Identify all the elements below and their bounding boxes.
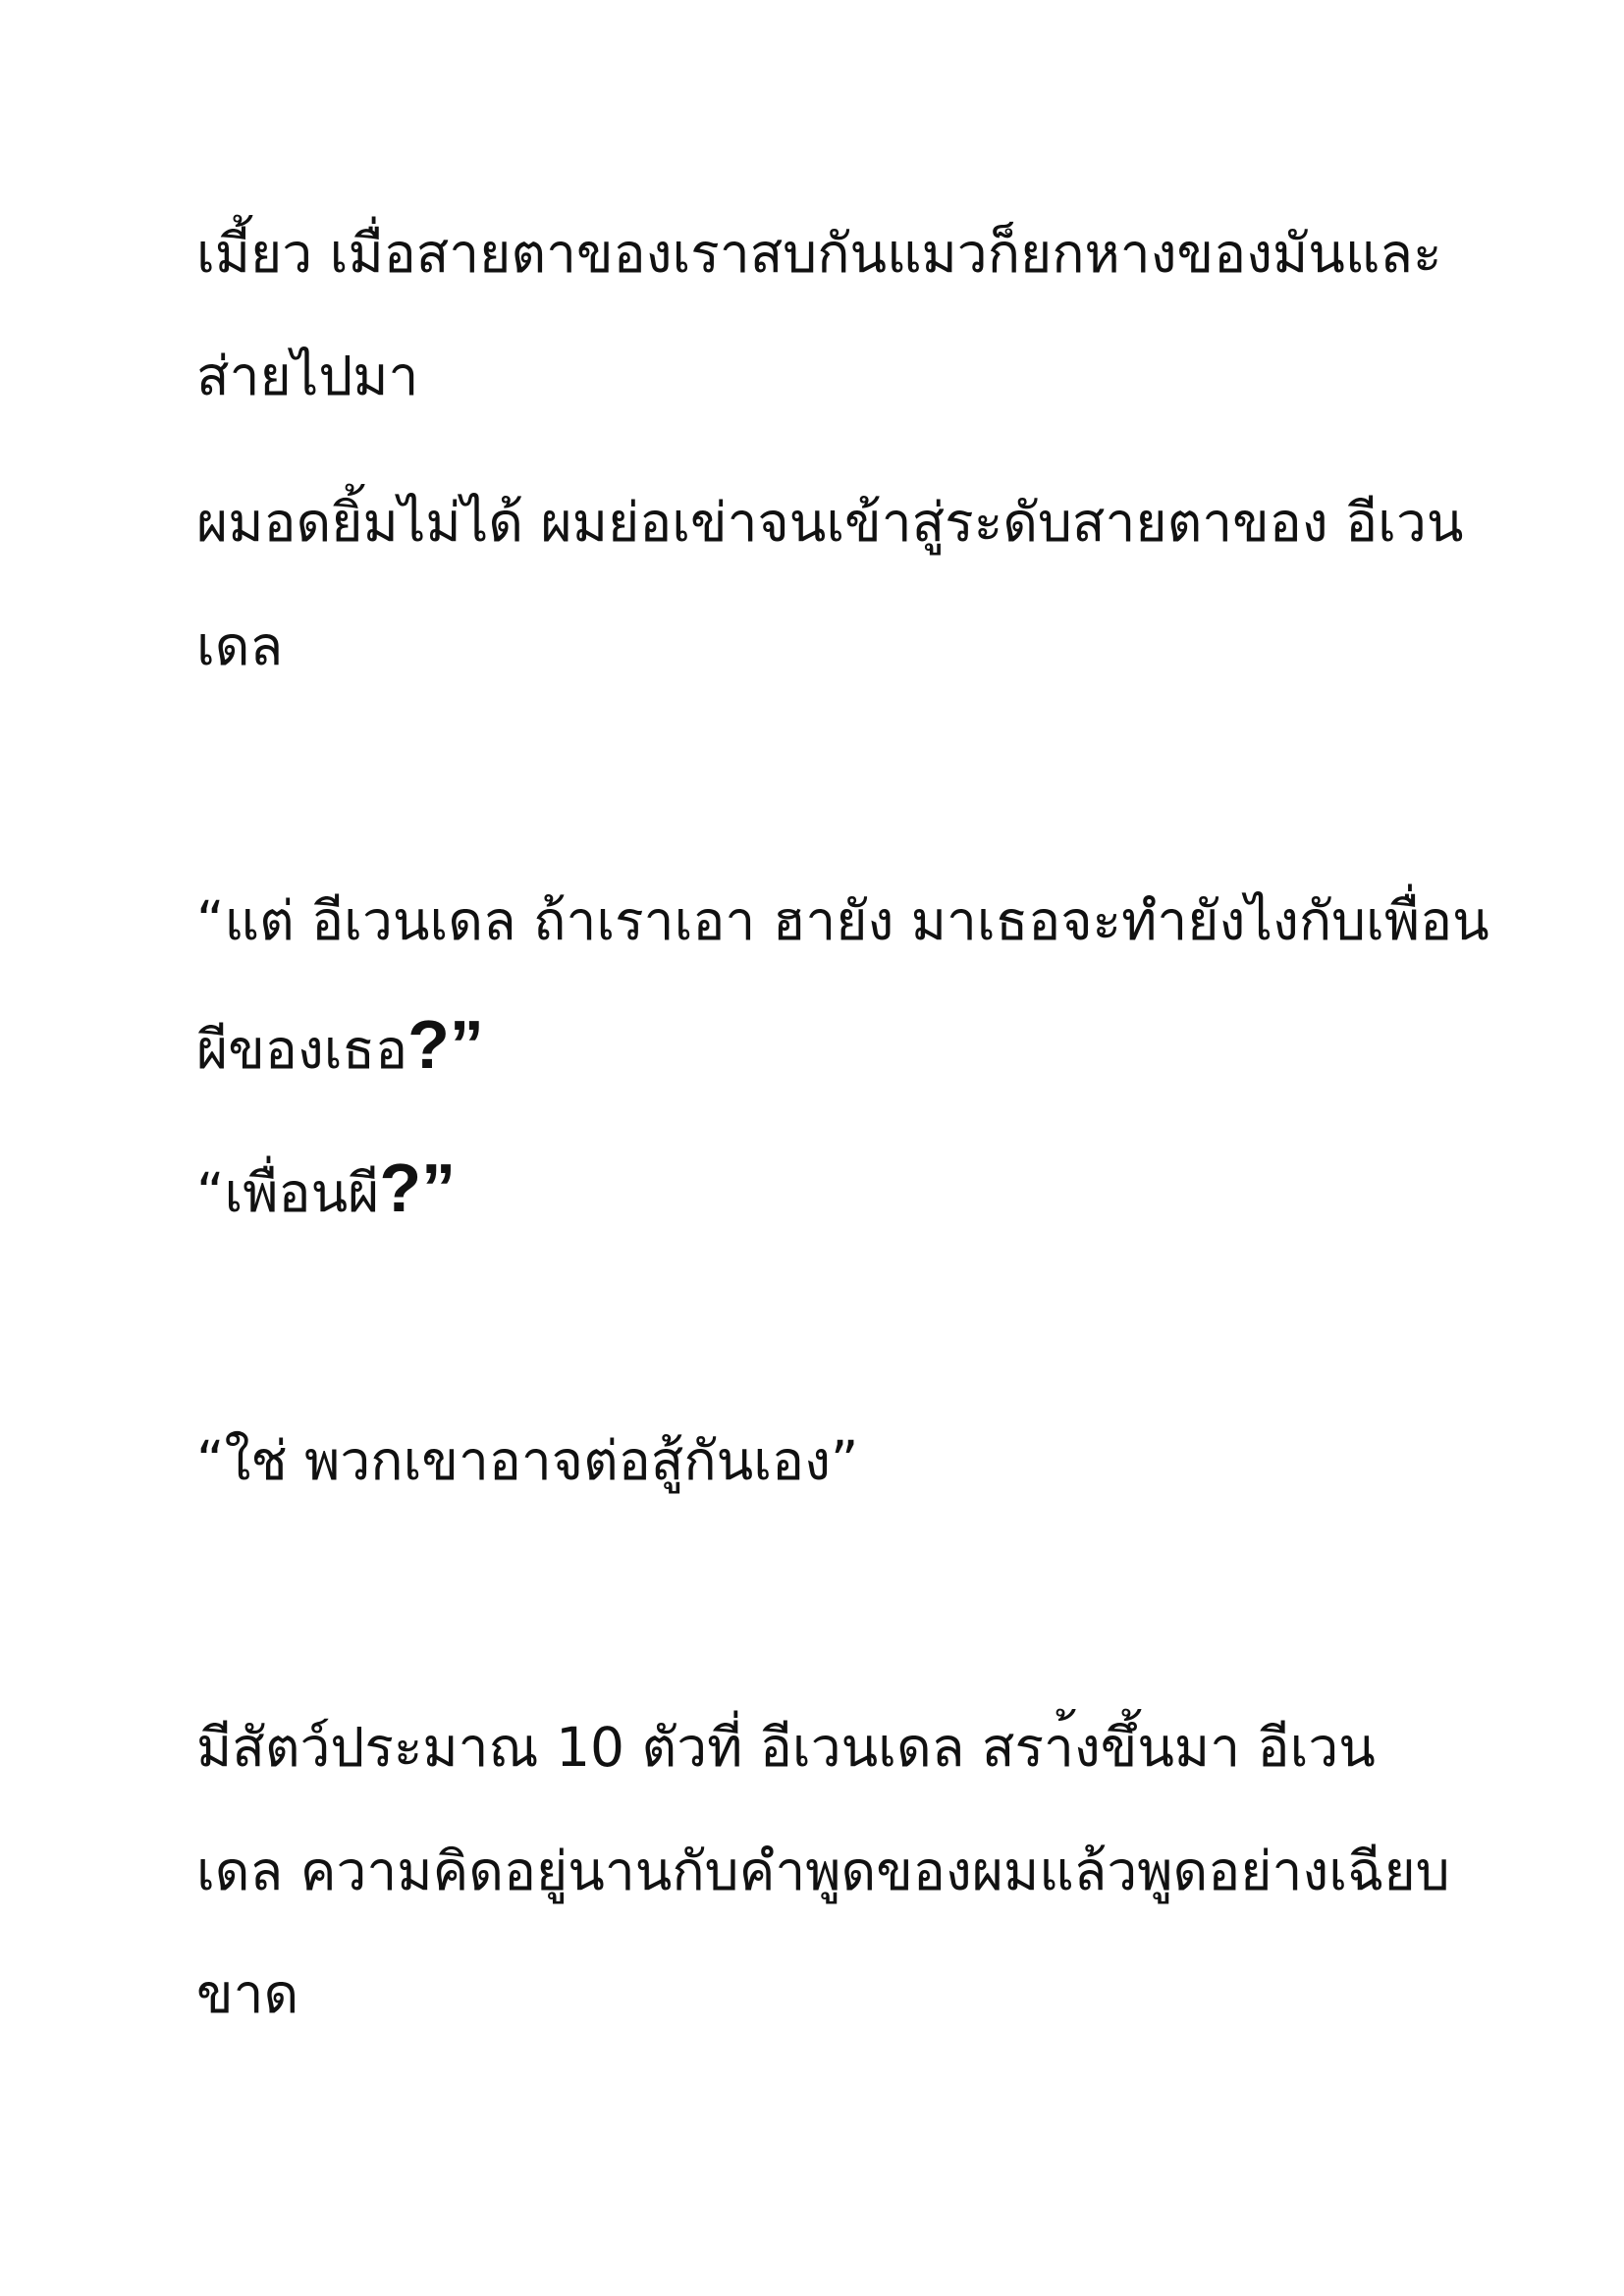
paragraph-3-line-2 bbox=[196, 1005, 484, 1089]
paragraph-2-line-2: เดล bbox=[196, 614, 284, 677]
question-mark-close-quote: ?” bbox=[379, 1149, 457, 1226]
paragraph-2-line-1: ผมอดยิ้มไม่ได้ ผมย่อเข่าจนเข้าสู่ระดับสายตาของ อีเวน bbox=[196, 491, 1464, 554]
paragraph-5-line-1: “ใช่ พวกเขาอาจต่อสู้กันเอง” bbox=[196, 1429, 859, 1492]
paragraph-4-line-1-text: “เพื่อนผี bbox=[196, 1161, 380, 1224]
paragraph-3-line-1: “แต่ อีเวนเดล ถ้าเราเอา ฮายัง มาเธอจะทำยังไงกับเพื่อน bbox=[196, 889, 1489, 952]
paragraph-6-line-2: เดล ความคิดอยู่นานกับคำพูดของผมแล้วพูดอย่างเฉียบ bbox=[196, 1840, 1450, 1902]
paragraph-1-line-1: เมี้ยว เมื่อสายตาของเราสบกันแมวก็ยกหางของมันและ bbox=[196, 222, 1442, 285]
paragraph-3-line-2-text: ผีของเธอ bbox=[196, 1018, 408, 1081]
paragraph-6-line-1: มีสัตว์ประมาณ 10 ตัวที่ อีเวนเดล สรา้งขึ้นมา อีเวน bbox=[196, 1716, 1376, 1779]
paragraph-4-line-1 bbox=[196, 1148, 456, 1232]
question-mark-close-quote: ?” bbox=[407, 1006, 484, 1083]
paragraph-1-line-2: ส่ายไปมา bbox=[196, 345, 419, 407]
paragraph-6-line-3: ขาด bbox=[196, 1962, 299, 2025]
